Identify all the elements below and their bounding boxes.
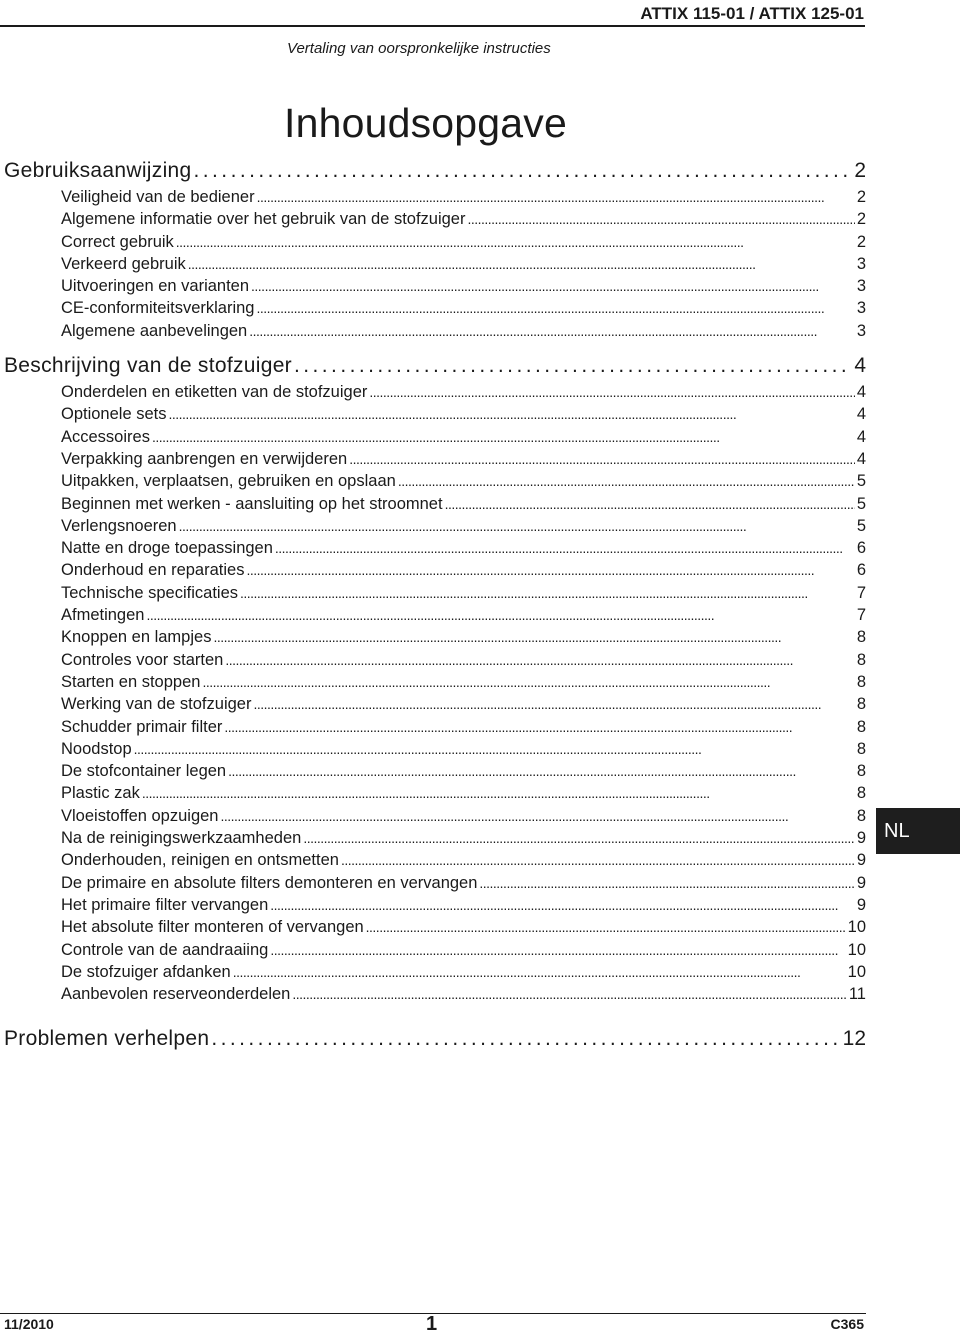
toc-entry[interactable] [0, 582, 866, 604]
toc-entry-page: 4 [856, 449, 866, 468]
toc-dot-leader [224, 716, 854, 738]
toc-entry[interactable] [0, 827, 866, 849]
toc-entry[interactable] [0, 493, 866, 515]
toc-entry[interactable] [0, 253, 866, 275]
toc-entry[interactable] [0, 939, 866, 961]
toc-dot-leader [246, 559, 854, 581]
toc-entry-label: Starten en stoppen [61, 672, 201, 691]
toc-dot-leader [479, 872, 854, 894]
table-of-contents [0, 155, 866, 1054]
toc-entry-label: Plastic zak [61, 784, 140, 803]
toc-entry-label: Technische specificaties [61, 583, 239, 602]
toc-dot-leader [176, 231, 855, 253]
toc-entry[interactable] [0, 983, 866, 1005]
toc-dot-leader [225, 649, 854, 671]
toc-dot-leader [146, 604, 854, 626]
toc-dot-leader [369, 381, 854, 403]
toc-dot-leader [294, 350, 852, 381]
toc-dot-leader [303, 827, 855, 849]
toc-entry[interactable] [0, 403, 866, 425]
toc-entry-page: 5 [856, 494, 866, 513]
toc-entry-page: 2 [856, 210, 866, 229]
toc-entry-page: 8 [856, 695, 866, 714]
toc-section[interactable] [0, 350, 866, 381]
toc-entry-page: 4 [854, 354, 866, 378]
page-title: Inhoudsopgave [284, 100, 568, 146]
toc-entry-page: 5 [856, 472, 866, 491]
toc-entry-label: Schudder primair filter [61, 717, 223, 736]
toc-entry-page: 4 [856, 405, 866, 424]
toc-dot-leader [270, 894, 855, 916]
toc-entry[interactable] [0, 626, 866, 648]
toc-entry-page: 4 [856, 383, 866, 402]
toc-entry[interactable] [0, 649, 866, 671]
toc-entry-page: 7 [856, 583, 866, 602]
toc-entry-page: 7 [856, 606, 866, 625]
toc-entry-label: Afmetingen [61, 606, 145, 625]
toc-dot-leader [366, 916, 846, 938]
toc-entry-page: 9 [856, 829, 866, 848]
toc-dot-leader [249, 320, 855, 342]
toc-entry[interactable] [0, 320, 866, 342]
toc-entry[interactable] [0, 515, 866, 537]
toc-entry-page: 4 [856, 427, 866, 446]
toc-entry-label: Problemen verhelpen [4, 1027, 210, 1051]
toc-entry[interactable] [0, 604, 866, 626]
toc-dot-leader [292, 983, 847, 1005]
toc-entry-label: Verlengsnoeren [61, 516, 177, 535]
toc-entry[interactable] [0, 872, 866, 894]
toc-entry[interactable] [0, 805, 866, 827]
toc-entry[interactable] [0, 894, 866, 916]
toc-entry-page: 6 [856, 539, 866, 558]
toc-entry[interactable] [0, 537, 866, 559]
toc-dot-leader [152, 426, 855, 448]
toc-entry-label: Uitpakken, verplaatsen, gebruiken en opslaan [61, 472, 396, 491]
toc-entry[interactable] [0, 559, 866, 581]
toc-entry-page: 10 [847, 918, 866, 937]
toc-entry[interactable] [0, 693, 866, 715]
toc-entry-page: 8 [856, 628, 866, 647]
toc-entry[interactable] [0, 448, 866, 470]
toc-dot-leader [341, 849, 855, 871]
footer-date: 11/2010 [4, 1316, 54, 1332]
toc-entry[interactable] [0, 916, 866, 938]
toc-dot-leader [142, 782, 855, 804]
toc-entry[interactable] [0, 186, 866, 208]
toc-section[interactable] [0, 1023, 866, 1054]
toc-entry-label: Veiligheid van de bediener [61, 188, 255, 206]
toc-entry-label: Algemene informatie over het gebruik van de stofzuiger [61, 210, 466, 229]
document-subtitle: Vertaling van oorspronkelijke instructies [287, 40, 551, 57]
toc-entry[interactable] [0, 470, 866, 492]
toc-entry-page: 9 [856, 895, 866, 914]
language-tab: NL [876, 808, 960, 854]
toc-dot-leader [168, 403, 854, 425]
toc-entry-label: Het primaire filter vervangen [61, 895, 269, 914]
toc-entry-page: 9 [856, 873, 866, 892]
toc-entry-label: Uitvoeringen en varianten [61, 277, 250, 296]
toc-entry-page: 9 [856, 851, 866, 870]
toc-entry[interactable] [0, 297, 866, 319]
toc-entry-page: 8 [856, 739, 866, 758]
toc-entry-label: Knoppen en lampjes [61, 628, 212, 647]
toc-dot-leader [270, 939, 845, 961]
toc-entry-label: Algemene aanbevelingen [61, 321, 248, 340]
header-rule [0, 25, 865, 27]
toc-entry-page: 2 [856, 232, 866, 251]
footer-page-number: 1 [426, 1313, 438, 1335]
toc-entry[interactable] [0, 782, 866, 804]
toc-entry-page: 2 [854, 159, 866, 182]
toc-entry-label: Onderhouden, reinigen en ontsmetten [61, 851, 339, 870]
toc-entry-label: Gebruiksaanwijzing [4, 159, 192, 182]
toc-dot-leader [257, 186, 855, 208]
toc-dot-leader [445, 493, 855, 515]
toc-entry-page: 3 [856, 299, 866, 318]
toc-dot-leader [349, 448, 855, 470]
toc-entry[interactable] [0, 760, 866, 782]
toc-entry-page: 8 [856, 762, 866, 781]
toc-entry[interactable] [0, 716, 866, 738]
toc-entry-label: Het absolute filter monteren of vervangen [61, 918, 364, 937]
toc-dot-leader [179, 515, 855, 537]
toc-dot-leader [233, 961, 846, 983]
toc-dot-leader [213, 626, 854, 648]
toc-entry-page: 10 [847, 962, 866, 981]
toc-entry-page: 6 [856, 561, 866, 580]
toc-entry-label: CE-conformiteitsverklaring [61, 299, 255, 318]
toc-entry[interactable] [0, 738, 866, 760]
toc-entry-page: 3 [856, 254, 866, 273]
toc-entry-page: 8 [856, 717, 866, 736]
toc-dot-leader [398, 470, 855, 492]
toc-dot-leader [467, 208, 854, 230]
toc-entry[interactable] [0, 231, 866, 253]
toc-entry-label: Beschrijving van de stofzuiger [4, 354, 292, 378]
footer-document-code: C365 [830, 1316, 864, 1332]
toc-entry[interactable] [0, 426, 866, 448]
toc-entry-label: Correct gebruik [61, 232, 174, 251]
toc-entry-label: Noodstop [61, 739, 132, 758]
product-title: ATTIX 115-01 / ATTIX 125-01 [640, 4, 864, 23]
toc-dot-leader [253, 693, 854, 715]
toc-dot-leader [202, 671, 854, 693]
toc-entry-page: 8 [856, 806, 866, 825]
toc-entry-page: 8 [856, 650, 866, 669]
toc-entry-label: Na de reinigingswerkzaamheden [61, 829, 302, 848]
toc-entry-label: Natte en droge toepassingen [61, 539, 273, 558]
toc-section[interactable] [0, 155, 866, 186]
toc-dot-leader [188, 253, 855, 275]
toc-dot-leader [275, 537, 855, 559]
toc-entry-page: 2 [856, 188, 866, 206]
toc-entry-label: Verpakking aanbrengen en verwijderen [61, 449, 348, 468]
toc-entry-label: Onderdelen en etiketten van de stofzuiger [61, 383, 368, 402]
toc-dot-leader [240, 582, 855, 604]
toc-entry-label: Beginnen met werken - aansluiting op het stroomnet [61, 494, 443, 513]
toc-dot-leader [134, 738, 855, 760]
toc-entry-label: De stofcontainer legen [61, 762, 227, 781]
toc-entry-label: Werking van de stofzuiger [61, 695, 252, 714]
toc-entry[interactable] [0, 961, 866, 983]
toc-entry-label: Controle van de aandraaiing [61, 940, 269, 959]
toc-entry-page: 11 [848, 985, 866, 1004]
toc-entry[interactable] [0, 671, 866, 693]
toc-dot-leader [256, 297, 854, 319]
toc-dot-leader [220, 805, 854, 827]
toc-entry-label: Accessoires [61, 427, 150, 446]
toc-entry-page: 8 [856, 672, 866, 691]
toc-dot-leader [251, 275, 855, 297]
toc-dot-leader [194, 155, 853, 186]
toc-entry[interactable] [0, 275, 866, 297]
toc-entry-page: 3 [856, 277, 866, 296]
toc-entry-page: 8 [856, 784, 866, 803]
toc-entry[interactable] [0, 381, 866, 403]
toc-entry-page: 3 [856, 321, 866, 340]
toc-entry-page: 5 [856, 516, 866, 535]
toc-dot-leader [228, 760, 855, 782]
toc-entry-label: Onderhoud en reparaties [61, 561, 245, 580]
toc-entry-label: Controles voor starten [61, 650, 224, 669]
toc-entry[interactable] [0, 849, 866, 871]
toc-entry[interactable] [0, 208, 866, 230]
toc-entry-label: De stofzuiger afdanken [61, 962, 231, 981]
toc-entry-page: 12 [842, 1027, 866, 1051]
toc-entry-page: 10 [847, 940, 866, 959]
toc-entry-label: Optionele sets [61, 405, 167, 424]
toc-dot-leader [211, 1023, 840, 1054]
toc-entry-label: Verkeerd gebruik [61, 254, 186, 273]
toc-entry-label: Vloeistoffen opzuigen [61, 806, 219, 825]
toc-entry-label: Aanbevolen reserveonderdelen [61, 985, 291, 1004]
toc-entry-label: De primaire en absolute filters demonteren en vervangen [61, 873, 478, 892]
